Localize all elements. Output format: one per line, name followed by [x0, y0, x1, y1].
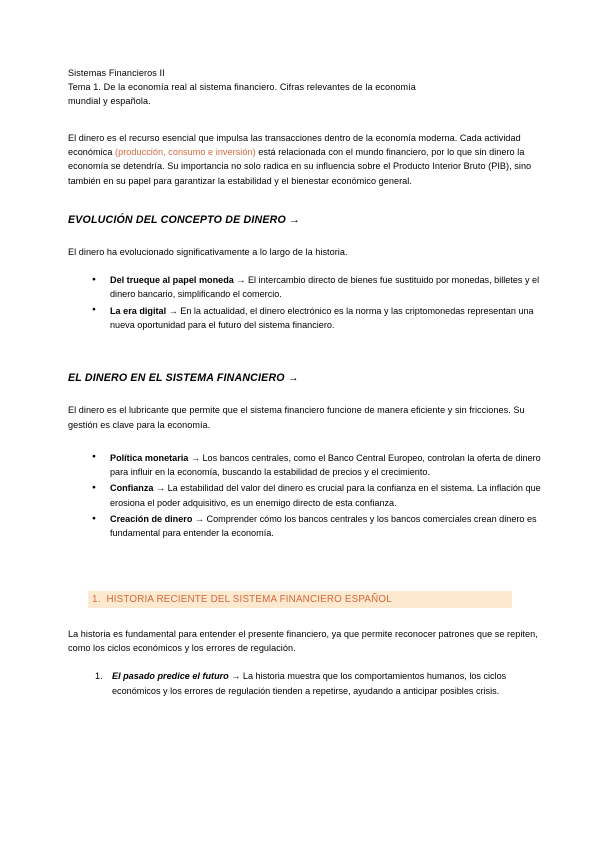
- document-header: [68, 66, 548, 109]
- list-item: [100, 273, 548, 302]
- section-title-historia: [88, 591, 512, 608]
- dinero-bullet-list: [68, 451, 548, 541]
- bullet-arrow: →: [233, 275, 248, 286]
- bullet-arrow: →: [166, 305, 181, 316]
- bullet-text: Comprender cómo los bancos centrales y los bancos comerciales crean dinero es fundamental para entender la economía.: [110, 514, 537, 539]
- heading-dinero: EL DINERO EN EL SISTEMA FINANCIERO →: [68, 372, 299, 385]
- item-term: El pasado predice el futuro: [112, 671, 229, 682]
- evolucion-intro: El dinero ha evolucionado significativamente a lo largo de la historia.: [68, 246, 348, 257]
- list-item: [100, 481, 548, 510]
- heading-evolucion: EVOLUCIÓN DEL CONCEPTO DE DINERO →: [68, 213, 300, 226]
- section-title-text: HISTORIA RECIENTE DEL SISTEMA FINANCIERO ESPAÑOL: [106, 593, 392, 605]
- section-number: 1.: [92, 593, 101, 605]
- topic-line-1: Tema 1. De la economía real al sistema financiero. Cifras relevantes de la economía: [68, 82, 416, 93]
- bullet-term: Del trueque al papel moneda: [110, 275, 234, 286]
- item-text: La historia muestra que los comportamientos humanos, los ciclos económicos y los errores de regulación tienden a repetirse, ayudando a anticipar posibles crisis.: [112, 671, 507, 696]
- intro-paragraph: [68, 131, 548, 188]
- list-item: [100, 451, 548, 480]
- section-title-container: [88, 591, 512, 608]
- historia-intro: La historia es fundamental para entender el presente financiero, ya que permite reconocer patrones que se repiten, como los ciclos económicos y los errores de regulación.: [68, 628, 538, 653]
- intro-part-1: El dinero es el recurso esencial que impulsa las transacciones dentro de la economía moderna. Cada actividad económica: [68, 132, 521, 157]
- topic-line-2: mundial y española.: [68, 96, 151, 107]
- evolucion-bullet-list: [68, 273, 548, 332]
- bullet-term: La era digital: [110, 305, 167, 316]
- bullet-arrow: →: [192, 514, 207, 525]
- dinero-intro: El dinero es el lubricante que permite que el sistema financiero funcione de manera eficiente y sin fricciones. Su gestión es clave para la economía.: [68, 405, 525, 430]
- intro-part-2: está relacionada con el mundo financiero, por lo que sin dinero la economía se detendría. Su importancia no solo radica en su influencia sobre el Producto Interior Bruto (PIB), sino también en su papel para garantizar la estabilidad y el bienestar económico general.: [68, 146, 532, 186]
- bullet-text: En la actualidad, el dinero electrónico es la norma y las criptomonedas representan una nueva oportunidad para el futuro del sistema financiero.: [110, 305, 534, 330]
- bullet-text: El intercambio directo de bienes fue sustituido por monedas, billetes y el dinero bancario, simplificando el comercio.: [110, 275, 540, 300]
- bullet-text: La estabilidad del valor del dinero es crucial para la confianza en el sistema. La inflación que erosiona el poder adquisitivo, es un enemigo directo de esta confianza.: [110, 483, 541, 508]
- item-arrow: →: [228, 671, 243, 682]
- list-item: [112, 669, 548, 698]
- course-title: Sistemas Financieros II: [68, 68, 165, 78]
- bullet-arrow: →: [153, 483, 168, 494]
- intro-highlight: (producción, consumo e inversión): [115, 146, 256, 157]
- bullet-term: Confianza: [110, 483, 154, 494]
- bullet-arrow: →: [188, 452, 203, 463]
- bullet-text: Los bancos centrales, como el Banco Central Europeo, controlan la oferta de dinero para influir en la economía, buscando la estabilidad de precios y el crecimiento.: [110, 452, 541, 478]
- bullet-term: Política monetaria: [110, 452, 189, 463]
- list-item: [100, 512, 548, 541]
- list-item: [100, 304, 548, 333]
- historia-numbered-list: [68, 669, 548, 698]
- bullet-term: Creación de dinero: [110, 514, 193, 525]
